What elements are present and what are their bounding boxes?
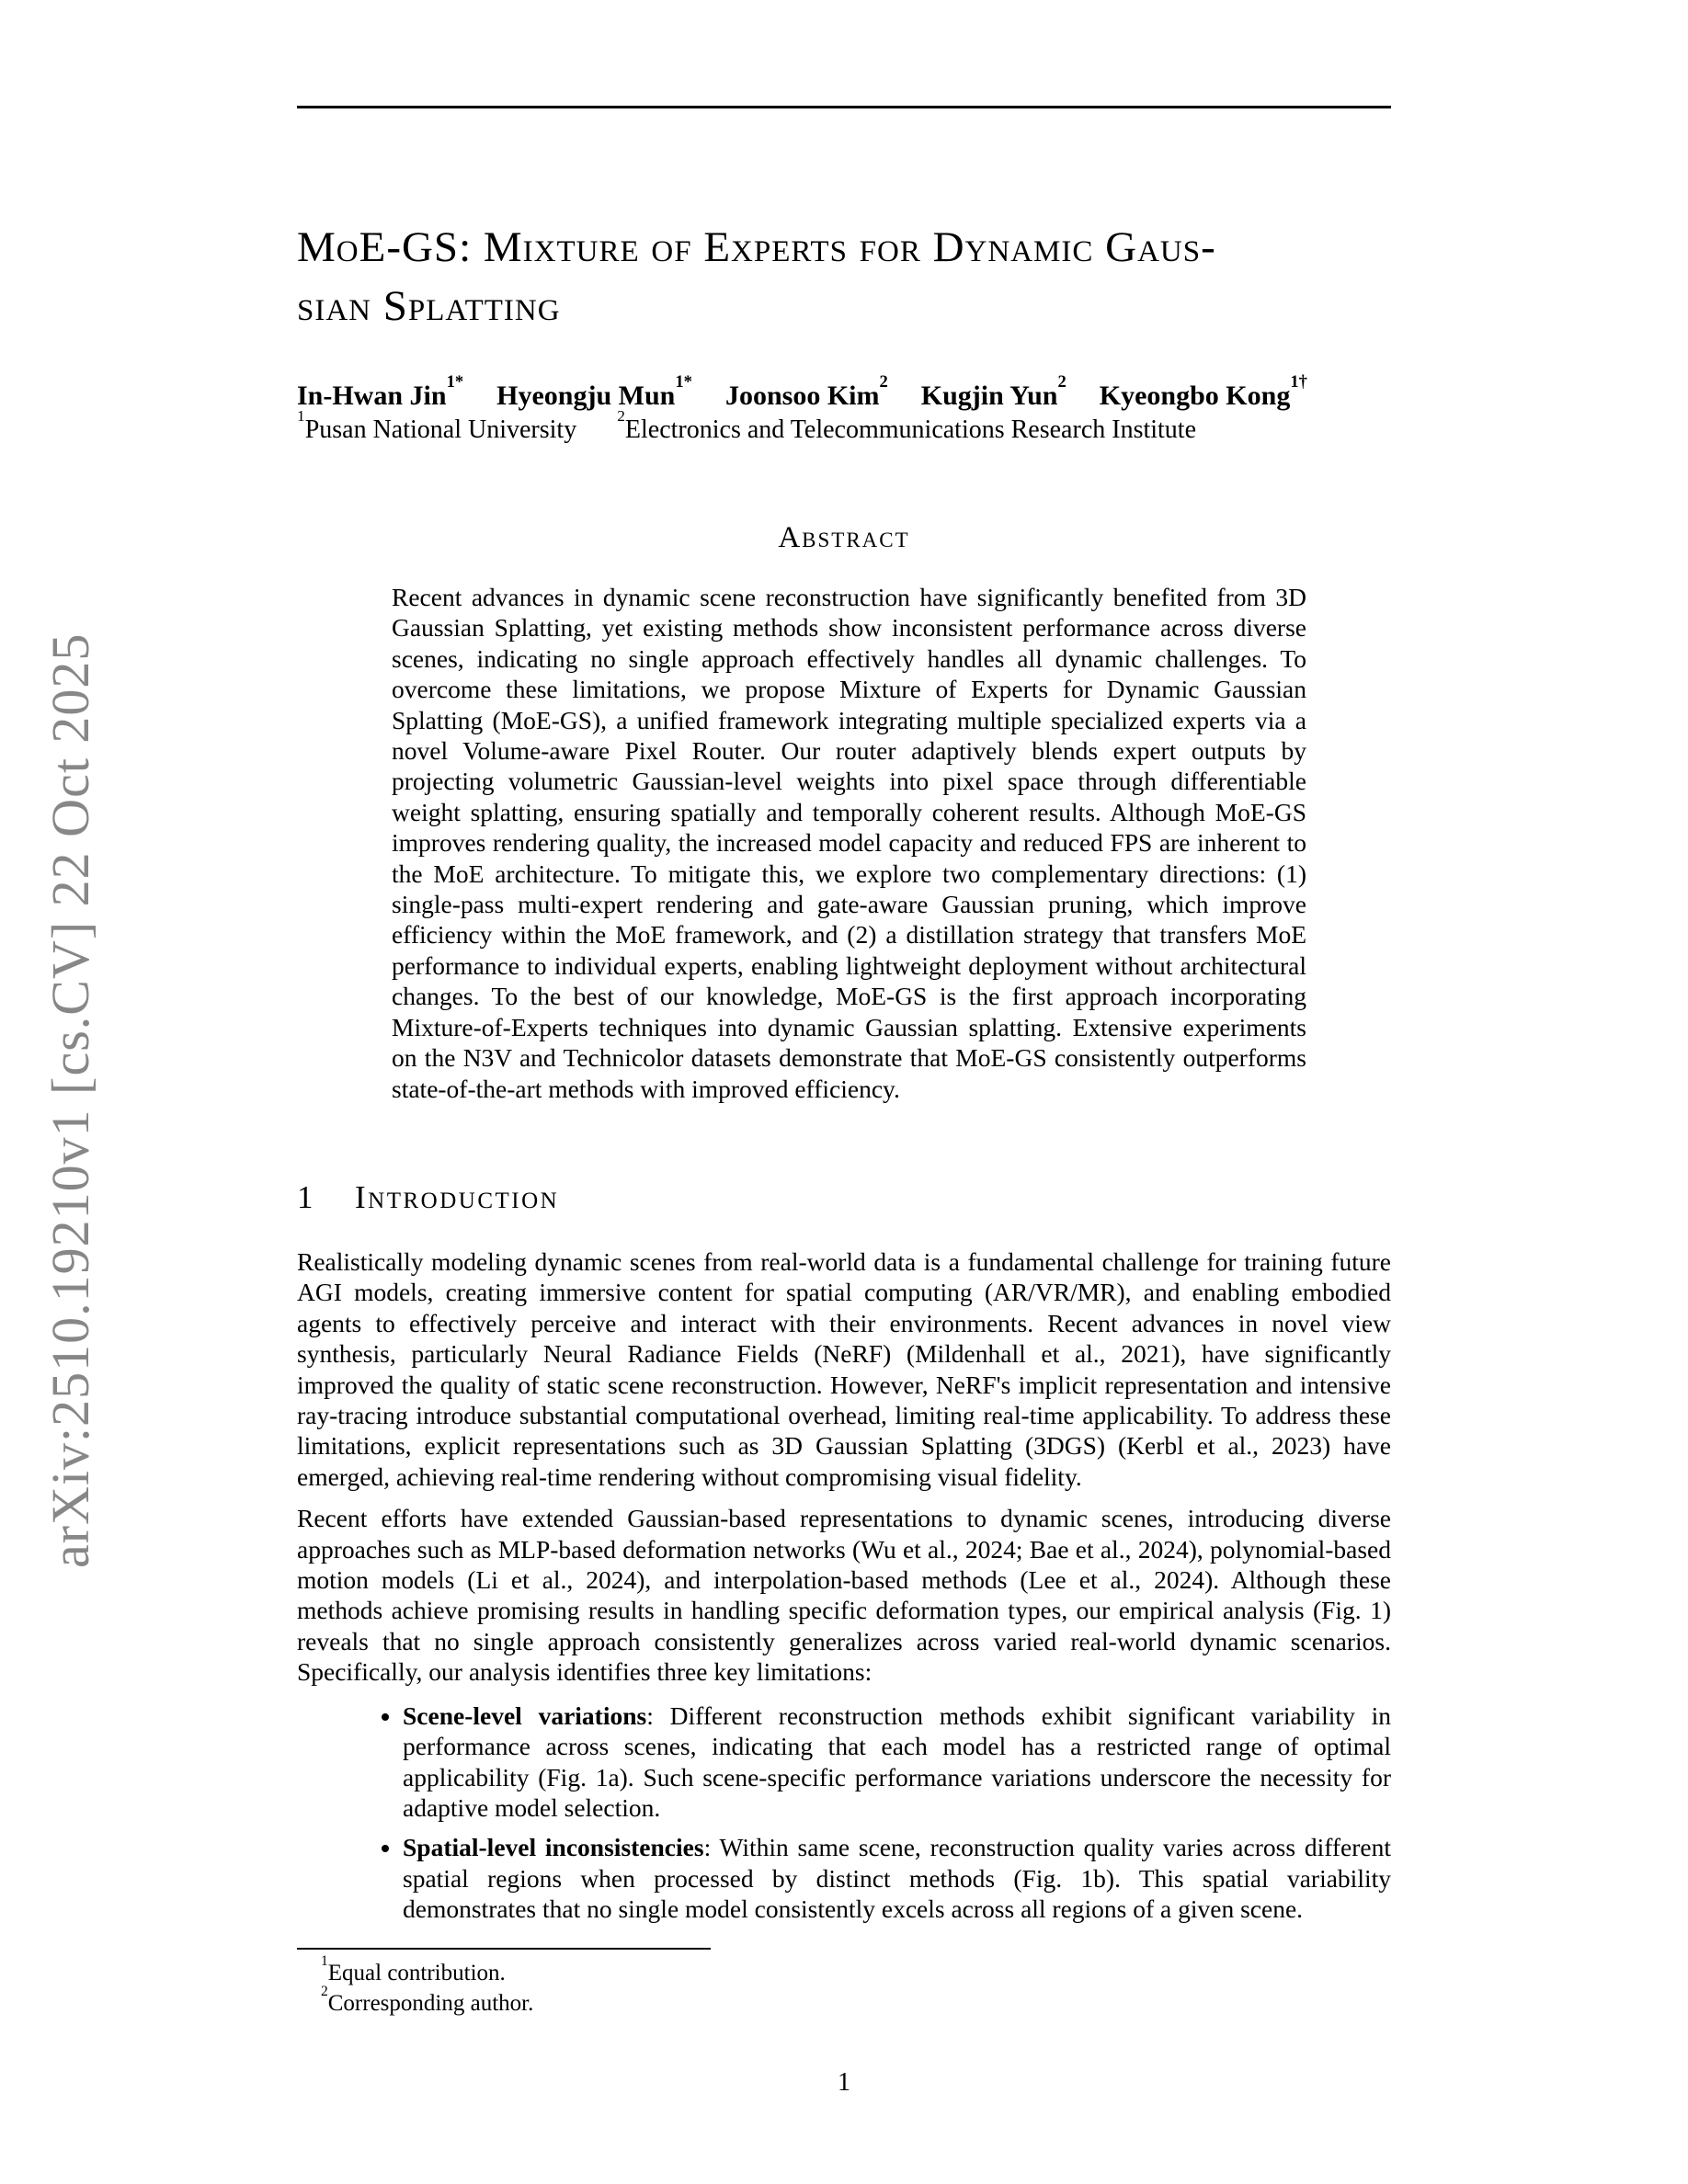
paper-title-line: sian Splatting bbox=[297, 282, 561, 330]
author bbox=[724, 371, 888, 411]
author-name: Joonsoo Kim bbox=[724, 381, 880, 411]
limitation-text: : Within same scene, reconstruction quality varies across different spatial regions when processed by distinct methods (Fig. 1b). This spatial variability demonstrates that no single model consistently excels across all regions of a given scene. bbox=[403, 1833, 1391, 1924]
footnote bbox=[297, 1983, 1391, 2019]
paper-title bbox=[297, 218, 1391, 336]
footnote bbox=[297, 1952, 1391, 1988]
author-name: Kugjin Yun bbox=[920, 381, 1058, 411]
affiliation-name: Pusan National University bbox=[304, 415, 577, 444]
footnote-rule bbox=[297, 1948, 711, 1950]
author bbox=[496, 371, 692, 411]
affiliation-mark: 2 bbox=[617, 406, 625, 425]
footnote-text: Corresponding author. bbox=[327, 1991, 534, 2016]
paper-title-line: MoE-GS: Mixture of Experts for Dynamic Gaus- bbox=[297, 223, 1216, 271]
abstract-heading: Abstract bbox=[778, 521, 910, 554]
author-affiliation-mark: 1* bbox=[675, 371, 692, 392]
author bbox=[1099, 371, 1307, 411]
author-affiliation-mark: 1* bbox=[446, 371, 464, 392]
limitation-item bbox=[403, 1832, 1391, 1924]
author bbox=[297, 371, 464, 411]
arxiv-watermark: arXiv:2510.19210v1 [cs.CV] 22 Oct 2025 bbox=[40, 632, 100, 1568]
footnote-block bbox=[297, 1948, 1391, 2019]
footnote-text: Equal contribution. bbox=[327, 1961, 506, 1985]
author-list bbox=[297, 371, 1391, 413]
affiliation bbox=[297, 406, 577, 444]
page-number: 1 bbox=[838, 2068, 850, 2097]
introduction-paragraphs bbox=[297, 1246, 1391, 1688]
limitation-text: : Different reconstruction methods exhibit significant variability in performance across scenes, indicating that each model has a restricted range of optimal applicability (Fig. 1a). Such scene-specific performance variations underscore the necessity for adaptive model selection. bbox=[403, 1701, 1391, 1822]
author-affiliation-mark: 1† bbox=[1290, 371, 1307, 392]
footnote-mark: 1 bbox=[321, 1952, 328, 1969]
limitation-label: Scene-level variations bbox=[403, 1701, 647, 1730]
limitation-item bbox=[403, 1701, 1391, 1824]
paper-content bbox=[297, 0, 1391, 2097]
author-name: In-Hwan Jin bbox=[297, 381, 447, 411]
limitation-label: Spatial-level inconsistencies bbox=[403, 1833, 704, 1862]
affiliation-list bbox=[297, 406, 1391, 446]
author bbox=[920, 371, 1066, 411]
body-paragraph: Realistically modeling dynamic scenes from real-world data is a fundamental challenge for training future AGI models, creating immersive content for spatial computing (AR/VR/MR), and enabling embodied agents to effectively perceive and interact with their environments. Recent advances in novel view synthesis, particularly Neural Radiance Fields (NeRF) (Mildenhall et al., 2021), have significantly improved the quality of static scene reconstruction. However, NeRF's implicit representation and intensive ray-tracing introduce substantial computational overhead, limiting real-time applicability. To address these limitations, explicit representations such as 3D Gaussian Splatting (3DGS) (Kerbl et al., 2023) have emerged, achieving real-time rendering without compromising visual fidelity. bbox=[297, 1247, 1391, 1491]
author-affiliation-mark: 2 bbox=[879, 371, 888, 392]
author-affiliation-mark: 2 bbox=[1057, 371, 1066, 392]
introduction-section bbox=[297, 1178, 1391, 1925]
author-name: Hyeongju Mun bbox=[496, 381, 676, 411]
section-number: 1 bbox=[297, 1179, 314, 1215]
section-title: Introduction bbox=[355, 1179, 560, 1215]
body-paragraph: Recent efforts have extended Gaussian-based representations to dynamic scenes, introducing diverse approaches such as MLP-based deformation networks (Wu et al., 2024; Bae et al., 2024), polynomial-based motion models (Li et al., 2024), and interpolation-based methods (Lee et al., 2024). Although these methods achieve promising results in handling specific deformation types, our empirical analysis (Fig. 1) reveals that no single approach consistently generalizes across varied real-world dynamic scenarios. Specifically, our analysis identifies three key limitations: bbox=[297, 1504, 1391, 1687]
affiliation-mark: 1 bbox=[297, 406, 305, 425]
affiliation bbox=[617, 406, 1197, 444]
section-heading bbox=[297, 1178, 1391, 1217]
header-rule bbox=[297, 106, 1391, 108]
author-name: Kyeongbo Kong bbox=[1099, 381, 1291, 411]
limitations-list bbox=[297, 1701, 1391, 1925]
abstract-text: Recent advances in dynamic scene reconstruction have significantly benefited from 3D Gaussian Splatting, yet existing methods show inconsistent performance across diverse scenes, indicating no single approach effectively handles all dynamic challenges. To overcome these limitations, we propose Mixture of Experts for Dynamic Gaussian Splatting (MoE-GS), a unified framework integrating multiple specialized experts via a novel Volume-aware Pixel Router. Our router adaptively blends expert outputs by projecting volumetric Gaussian-level weights into pixel space through differentiable weight splatting, ensuring spatially and temporally coherent results. Although MoE-GS improves rendering quality, the increased model capacity and reduced FPS are inherent to the MoE architecture. To mitigate this, we explore two complementary directions: (1) single-pass multi-expert rendering and gate-aware Gaussian pruning, which improve efficiency within the MoE framework, and (2) a distillation strategy that transfers MoE performance to individual experts, enabling lightweight deployment without architectural changes. To the best of our knowledge, MoE-GS is the first approach incorporating Mixture-of-Experts techniques into dynamic Gaussian splatting. Extensive experiments on the N3V and Technicolor datasets demonstrate that MoE-GS consistently outperforms state-of-the-art methods with improved efficiency. bbox=[392, 583, 1306, 1103]
footnote-mark: 2 bbox=[321, 1983, 328, 1999]
affiliation-name: Electronics and Telecommunications Research Institute bbox=[624, 415, 1197, 444]
footnote-list bbox=[297, 1952, 1391, 2019]
